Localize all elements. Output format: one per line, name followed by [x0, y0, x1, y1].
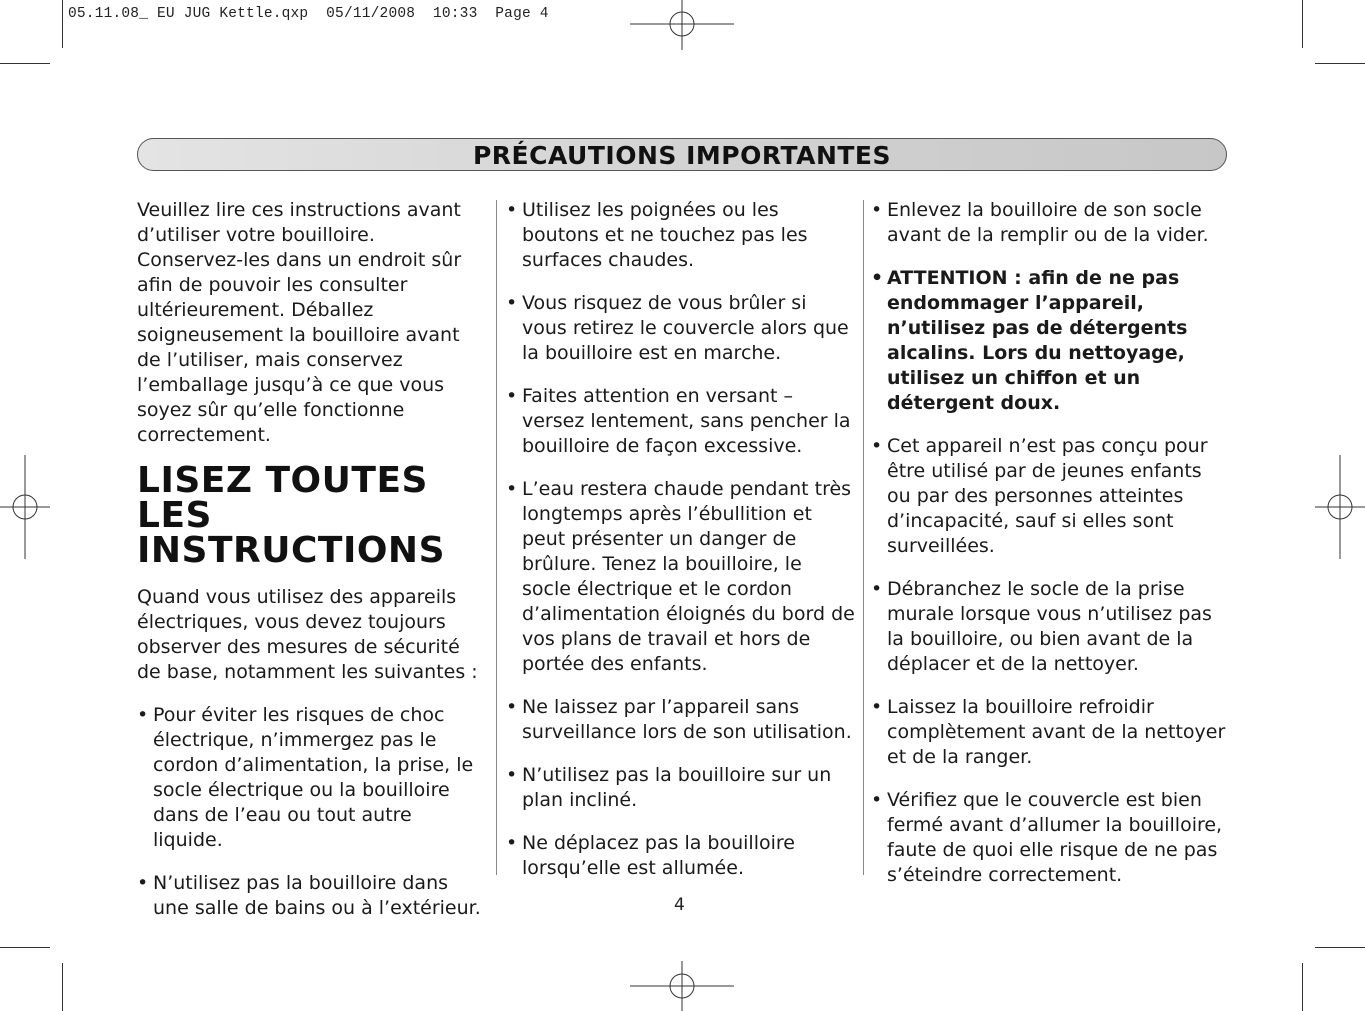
list-item: • L’eau restera chaude pendant très longtemps après l’ébullition et peut présenter un danger de brûlure. Tenez la bouilloire, le socle électrique et le cordon d’alimentation éloignés du bord de vos plans de travail et hors de portée des enfants. [506, 477, 856, 677]
list-item: • Cet appareil n’est pas conçu pour être utilisé par de jeunes enfants ou par des personnes atteintes d’incapacité, sauf si elles sont surveillées. [871, 434, 1231, 559]
column-middle [506, 198, 856, 881]
list-item: • Laissez la bouilloire refroidir complètement avant de la nettoyer et de la ranger. [871, 695, 1231, 770]
crop-mark [62, 963, 63, 1011]
list-item: • Enlevez la bouilloire de son socle avant de la remplir ou de la vider. [871, 198, 1231, 248]
crop-mark [1302, 0, 1303, 48]
registration-mark-left [0, 455, 50, 559]
registration-mark-top [630, 0, 734, 50]
intro-paragraph: Veuillez lire ces instructions avant d’utiliser votre bouilloire. Conservez-les dans un endroit sûr afin de pouvoir les consulter ultérieurement. Déballez soigneusement la bouilloire avant de l’utiliser, mais conservez l’emballage jusqu’à ce que vous soyez sûr qu’elle fonctionne correctement. [137, 199, 462, 446]
list-item: • N’utilisez pas la bouilloire dans une salle de bains ou à l’extérieur. [137, 871, 487, 921]
list-item: • Vérifiez que le couvercle est bien fermé avant d’allumer la bouilloire, faute de quoi elle risque de ne pas s’éteindre correctement. [871, 788, 1231, 888]
list-item: • Ne laissez par l’appareil sans surveillance lors de son utilisation. [506, 695, 856, 745]
list-item: • Vous risquez de vous brûler si vous retirez le couvercle alors que la bouilloire est en marche. [506, 291, 856, 366]
column-divider [496, 200, 497, 875]
registration-mark-right [1315, 455, 1365, 559]
section-title: PRÉCAUTIONS IMPORTANTES [472, 141, 892, 170]
warning-list-item: • ATTENTION : afin de ne pas endommager l’appareil, n’utilisez pas de détergents alcalins. Lors du nettoyage, utilisez un chiffon et un détergent doux. [871, 266, 1231, 416]
list-item: • Utilisez les poignées ou les boutons et ne touchez pas les surfaces chaudes. [506, 198, 856, 273]
column-divider [863, 200, 864, 875]
crop-mark [62, 0, 63, 48]
main-heading: LISEZ TOUTES LES INSTRUCTIONS [137, 460, 445, 571]
crop-mark [1302, 963, 1303, 1011]
list-item: • Faites attention en versant – versez lentement, sans pencher la bouilloire de façon excessive. [506, 384, 856, 459]
list-item: • Pour éviter les risques de choc électrique, n’immergez pas le cordon d’alimentation, la prise, le socle électrique ou la bouilloire dans de l’eau ou tout autre liquide. [137, 703, 487, 853]
file-slug-line: 05.11.08_ EU JUG Kettle.qxp 05/11/2008 10:33 Page 4 [68, 6, 549, 22]
crop-mark [1315, 947, 1365, 948]
lead-paragraph: Quand vous utilisez des appareils électriques, vous devez toujours observer des mesures de sécurité de base, notamment les suivantes : [137, 586, 478, 683]
registration-mark-bottom [630, 961, 734, 1011]
column-left [137, 198, 487, 921]
crop-mark [1315, 63, 1365, 64]
column-right [871, 198, 1231, 888]
section-header-bar [137, 138, 1227, 171]
list-item: • Débranchez le socle de la prise murale lorsque vous n’utilisez pas la bouilloire, ou bien avant de la déplacer et de la nettoyer. [871, 577, 1231, 677]
crop-mark [0, 947, 50, 948]
list-item: • Ne déplacez pas la bouilloire lorsqu’elle est allumée. [506, 831, 856, 881]
crop-mark [0, 63, 50, 64]
list-item: • N’utilisez pas la bouilloire sur un plan incliné. [506, 763, 856, 813]
page-number: 4 [674, 895, 685, 915]
